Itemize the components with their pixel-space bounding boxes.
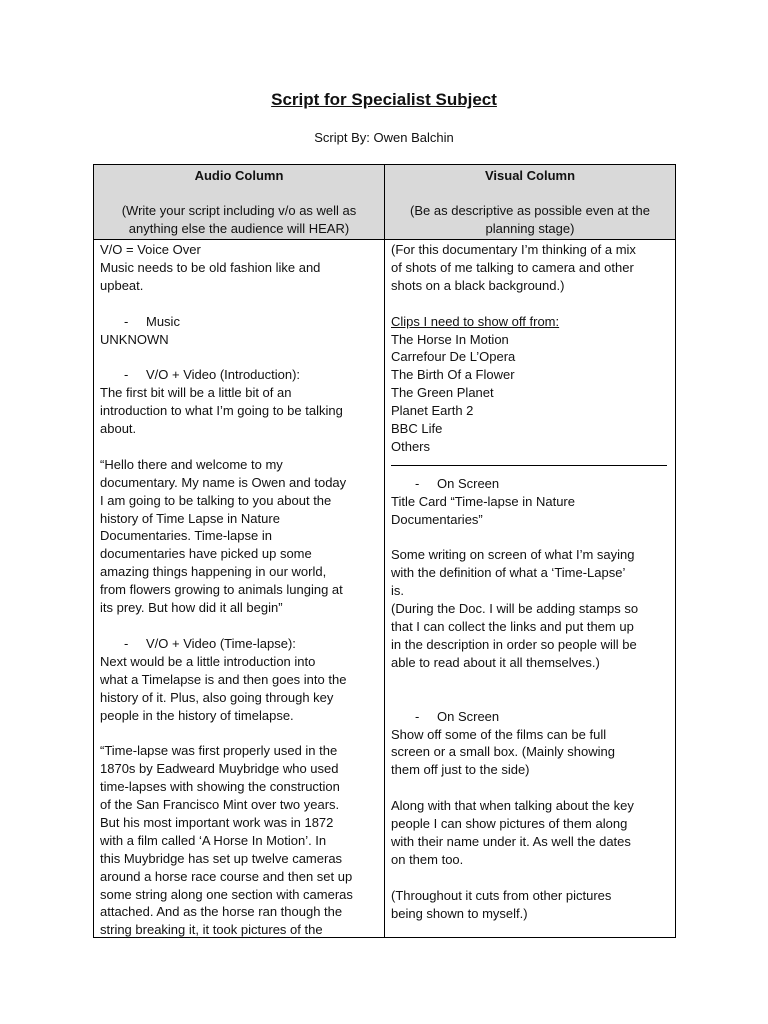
blank-line <box>100 617 378 635</box>
bullet-label: V/O + Video (Time-lapse): <box>146 635 296 651</box>
paragraph: (Throughout it cuts from other pictures being shown to myself.) <box>391 887 612 921</box>
paragraph: The first bit will be a little bit of an introduction to what I’m going to be talking about. <box>100 385 343 437</box>
script-author: Script By: Owen Balchin <box>314 130 454 145</box>
audio-column-header <box>94 165 385 240</box>
audio-column-cell <box>94 240 385 938</box>
bullet-label: On Screen <box>437 475 500 491</box>
blank-line <box>391 672 669 690</box>
blank-line <box>100 724 378 742</box>
paragraph: Next would be a little introduction into what a Timelapse is and then goes into the history of it. Plus, also going through key people in the history of timelapse. <box>100 653 347 723</box>
bullet-label: On Screen <box>437 708 500 724</box>
paragraph: Title Card “Time-lapse in Nature Documentaries” <box>391 493 575 527</box>
paragraph: The Horse In Motion Carrefour De L’Opera The Birth Of a Flower The Green Planet Planet Earth 2 BBC Life Others <box>391 331 516 454</box>
visual-column-cell <box>385 240 676 938</box>
blank-line <box>391 529 669 547</box>
blank-line <box>100 438 378 456</box>
blank-line <box>100 348 378 366</box>
blank-line <box>391 295 669 313</box>
blank-line <box>391 779 669 797</box>
paragraph: (For this documentary I’m thinking of a mix of shots of me talking to camera and other shots on a black background.) <box>391 242 636 293</box>
blank-line <box>100 295 378 313</box>
visual-column-header <box>385 165 676 240</box>
paragraph: UNKNOWN <box>100 331 169 347</box>
bullet-label: Music <box>146 313 180 329</box>
visual-column-label: Visual Column <box>484 168 576 183</box>
section-bullet <box>100 313 378 331</box>
dash-marker: - <box>124 313 129 329</box>
dash-marker: - <box>415 475 420 491</box>
document-title: Script for Specialist Subject <box>271 90 497 109</box>
section-bullet <box>100 635 378 653</box>
dash-marker: - <box>124 635 129 651</box>
script-table <box>93 164 676 938</box>
visual-column-note: (Be as descriptive as possible even at the planning stage) <box>410 202 650 236</box>
visual-plan-content <box>391 241 669 937</box>
clips-heading: Clips I need to show off from: <box>391 313 560 329</box>
audio-column-note: (Write your script including v/o as well as anything else the audience will HEAR) <box>121 202 357 236</box>
dash-marker: - <box>415 708 420 724</box>
paragraph: Show off some of the films can be full screen or a small box. (Mainly showing them off just to the side) <box>391 726 615 778</box>
table-body-row <box>94 240 676 938</box>
audio-script-content <box>100 241 378 937</box>
paragraph: Along with that when talking about the key people I can show pictures of them along with their name under it. As well the dates on them too. <box>391 798 634 867</box>
dash-marker: - <box>124 367 129 383</box>
section-bullet <box>391 475 669 493</box>
audio-column-label: Audio Column <box>194 168 284 183</box>
blank-line <box>391 690 669 708</box>
section-bullet <box>100 366 378 384</box>
paragraph: Some writing on screen of what I’m saying with the definition of what a ‘Time-Lapse’ is. (During the Doc. I will be adding stamps so that I can collect the links and put them up in the description in order so people will be able to read about it all themselves.) <box>391 547 639 670</box>
paragraph: “Hello there and welcome to my documentary. My name is Owen and today I am going to be talking to you about the history of Time Lapse in Nature Documentaries. Time-lapse in documentaries have picked up some amazing things happening in our world, from flowers growing to animals lunging at its prey. But how did it all begin” <box>100 456 347 616</box>
section-divider <box>391 465 667 466</box>
bullet-label: V/O + Video (Introduction): <box>146 367 301 383</box>
paragraph: V/O = Voice Over Music needs to be old fashion like and upbeat. <box>100 242 321 293</box>
blank-line <box>391 869 669 887</box>
paragraph: “Time-lapse was first properly used in the 1870s by Eadweard Muybridge who used time-lapses with showing the construction of the San Francisco Mint over two years. But his most important work was in 1872 with a film called ‘A Horse In Motion’. In this Muybridge has set up twelve cameras around a horse race course and then set up some string along one section with cameras attached. And as the horse ran though the string breaking it, it took pictures of the <box>100 743 353 937</box>
table-header-row <box>94 165 676 240</box>
section-bullet <box>391 708 669 726</box>
